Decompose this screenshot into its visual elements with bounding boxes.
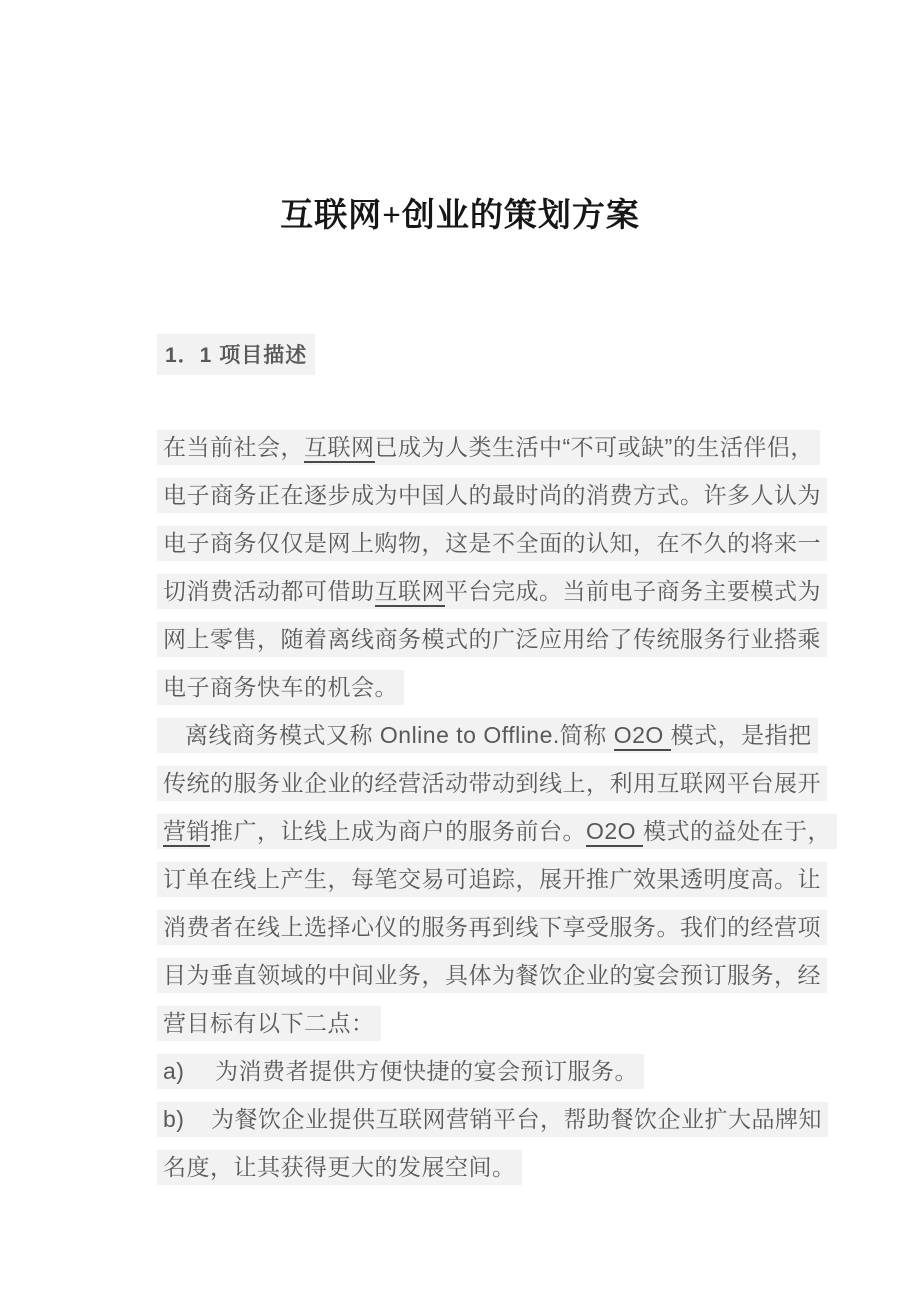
text-line: [157, 478, 821, 526]
text-line: [157, 766, 821, 814]
document-title: 互联网+创业的策划方案: [280, 198, 640, 234]
body-text: 电子商务快车的机会。: [163, 674, 398, 700]
text-line: [157, 814, 831, 862]
body-text: 传统的服务业企业的经营活动带动到线上，利用互联网平台展开: [163, 770, 821, 796]
text-line: [157, 1006, 817, 1054]
body-text: 消费者在线上选择心仪的服务再到线下享受服务。我们的经营项: [163, 914, 821, 940]
body-text: 已成为人类生活中“不可或缺”的生活伴侣，: [374, 434, 814, 460]
body-text: 订单在线上产生，每笔交易可追踪，展开推广效果透明度高。让: [163, 866, 821, 892]
body-text: 切消费活动都可借助: [163, 578, 375, 604]
body-text: 模式的益处在于，: [642, 818, 831, 844]
body-text: 营目标有以下二点：: [163, 1010, 375, 1036]
section-heading: [157, 334, 315, 375]
text-line: [157, 718, 817, 766]
underlined-term: O2O: [586, 818, 643, 847]
body-text: 离线商务模式又称 Online to Offline.简称: [185, 722, 614, 748]
list-item-a: [157, 1054, 817, 1102]
list-marker: a): [163, 1058, 185, 1084]
text-line: [157, 862, 821, 910]
text-line: [157, 1150, 817, 1198]
section-heading-text: 1．1 项目描述: [157, 334, 315, 375]
underlined-term: O2O: [614, 722, 671, 751]
underlined-term: 互联网: [304, 434, 375, 463]
document-body: [157, 430, 831, 1198]
text-line: [157, 526, 821, 574]
text-line: [157, 574, 821, 622]
list-marker: b): [163, 1106, 185, 1132]
body-text: 名度，让其获得更大的发展空间。: [163, 1154, 516, 1180]
underlined-term: 互联网: [375, 578, 446, 607]
body-text: 模式，是指把: [670, 722, 812, 748]
body-text: 推广，让线上成为商户的服务前台。: [210, 818, 586, 844]
body-text: 目为垂直领域的中间业务，具体为餐饮企业的宴会预订服务，经: [163, 962, 821, 988]
list-item-b: [157, 1102, 822, 1150]
body-text: 电子商务正在逐步成为中国人的最时尚的消费方式。许多人认为: [163, 482, 821, 508]
text-line: [157, 670, 817, 718]
body-text: 在当前社会，: [163, 434, 304, 460]
body-text: 电子商务仅仅是网上购物，这是不全面的认知，在不久的将来一: [163, 530, 821, 556]
text-line: [157, 958, 821, 1006]
underlined-term: 营销: [163, 818, 210, 847]
body-text: 平台完成。当前电子商务主要模式为: [445, 578, 821, 604]
text-line: [157, 430, 817, 478]
text-line: [157, 910, 821, 958]
body-text: 网上零售，随着离线商务模式的广泛应用给了传统服务行业搭乘: [163, 626, 821, 652]
text-line: [157, 622, 821, 670]
body-text: 为消费者提供方便快捷的宴会预订服务。: [215, 1058, 638, 1084]
body-text: 为餐饮企业提供互联网营销平台，帮助餐饮企业扩大品牌知: [211, 1106, 822, 1132]
